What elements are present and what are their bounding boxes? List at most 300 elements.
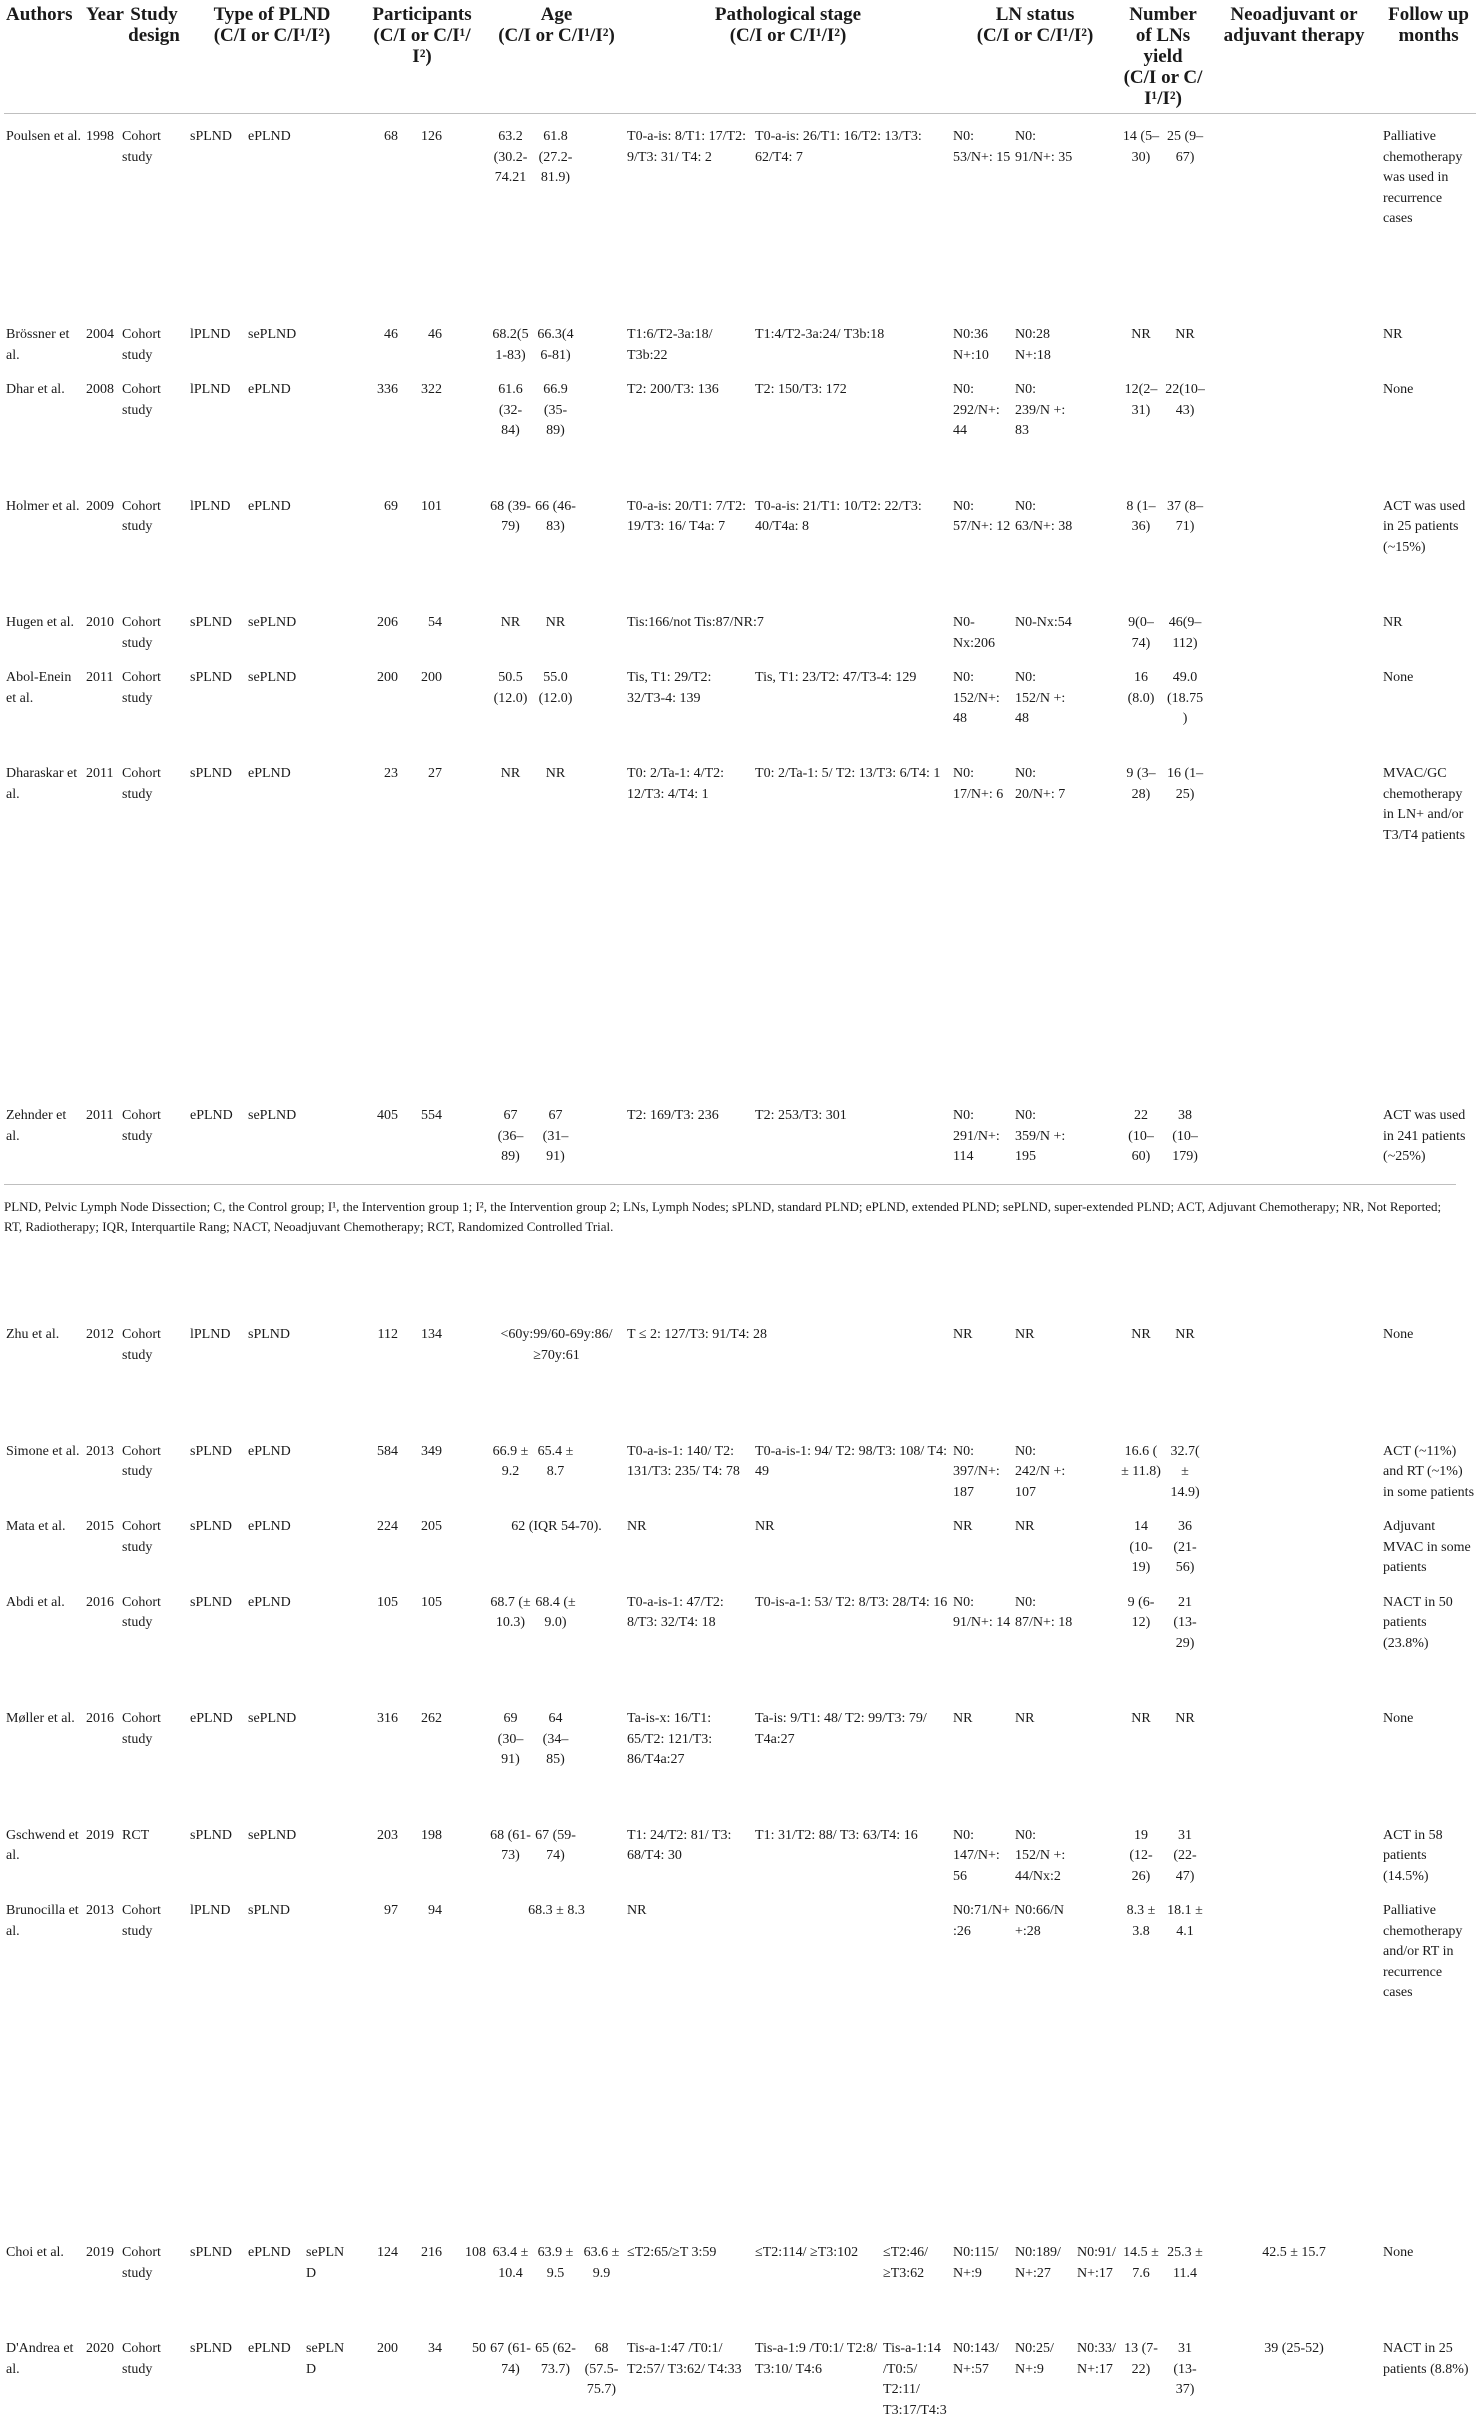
cell-yield-intervention-2: [1207, 313, 1381, 368]
cell-yield-control: 14 (10-19): [1119, 1505, 1163, 1581]
cell-yield-intervention-2: [1207, 1889, 1381, 2231]
cell-type-intervention-2: [304, 601, 356, 656]
table-footnote: PLND, Pelvic Lymph Node Dissection; C, the Control group; I¹, the Intervention group 1; I², the Intervention group 2; LNs, Lymph Nodes; sPLND, standard PLND; ePLND, extended PLND; sePLND, super-extended PLND; ACT, Adjuvant Chemotherapy; NR, Not Reported; RT, Radiotherapy; IQR, Interquartile Rang; NACT, Neoadjuvant Chemotherapy; RCT, Randomized Controlled Trial.: [4, 1184, 1456, 1237]
cell-yield-intervention-2: [1207, 1814, 1381, 1890]
cell-participants-intervention-1: 126: [400, 114, 444, 314]
cell-stage-intervention-1: Tis, T1: 23/T2: 47/T3-4: 129: [753, 656, 951, 752]
cell-ln-control: N0: 292/N+: 44: [951, 368, 1013, 485]
cell-year: 2015: [84, 1505, 120, 1581]
cell-yield-intervention-2: 42.5 ± 15.7: [1207, 2231, 1381, 2327]
cell-stage-intervention-2: Tis-a-1:14 /T0:5/ T2:11/ T3:17/T4:3: [881, 2327, 951, 2423]
table-body: [4, 114, 1476, 2423]
cell-therapy: NR: [1381, 601, 1476, 656]
cell-type-control: sPLND: [188, 656, 246, 752]
table-row: [4, 368, 1476, 485]
cell-authors: Poulsen et al.: [4, 114, 84, 314]
cell-age-intervention-2: [578, 752, 625, 1094]
cell-ln-intervention-1: N0: 359/N +: 195: [1013, 1094, 1075, 1313]
cell-therapy: NACT in 50 patients (23.8%): [1381, 1581, 1476, 1698]
cell-type-intervention-2: [304, 752, 356, 1094]
cell-ln-intervention-2: [1075, 114, 1119, 314]
cell-participants-control: 105: [356, 1581, 400, 1698]
cell-year: 2011: [84, 656, 120, 752]
cell-type-control: lPLND: [188, 313, 246, 368]
cell-participants-intervention-1: 205: [400, 1505, 444, 1581]
cell-ln-intervention-1: NR: [1013, 1505, 1075, 1581]
cell-year: 2012: [84, 1313, 120, 1430]
table-row: [4, 2231, 1476, 2327]
cell-type-control: sPLND: [188, 1581, 246, 1698]
cell-yield-intervention-2: [1207, 368, 1381, 485]
cell-age-control: 68.7 (± 10.3): [488, 1581, 533, 1698]
cell-participants-control: 206: [356, 601, 400, 656]
cell-yield-intervention-2: [1207, 1313, 1381, 1430]
cell-participants-control: 23: [356, 752, 400, 1094]
cell-age-intervention-1: 61.8 (27.2-81.9): [533, 114, 578, 314]
cell-type-intervention-1: ePLND: [246, 1505, 304, 1581]
cell-stage-intervention-1: T0-a-is: 21/T1: 10/T2: 22/T3: 40/T4a: 8: [753, 485, 951, 602]
cell-stage-intervention-1: T0: 2/Ta-1: 5/ T2: 13/T3: 6/T4: 1: [753, 752, 951, 1094]
cell-age-intervention-2: 63.6 ± 9.9: [578, 2231, 625, 2327]
cell-yield-control: 14.5 ± 7.6: [1119, 2231, 1163, 2327]
cell-participants-control: 124: [356, 2231, 400, 2327]
header-follow-up: Follow up months: [1381, 2, 1476, 114]
cell-participants-control: 112: [356, 1313, 400, 1430]
cell-stage-intervention-1: Tis-a-1:9 /T0:1/ T2:8/ T3:10/ T4:6: [753, 2327, 881, 2423]
cell-yield-control: 9 (3–28): [1119, 752, 1163, 1094]
cell-participants-intervention-2: [444, 1430, 488, 1506]
cell-age-control: NR: [488, 601, 533, 656]
cell-ln-control: N0:36 N+:10: [951, 313, 1013, 368]
cell-type-control: ePLND: [188, 1697, 246, 1814]
cell-participants-intervention-2: 50: [444, 2327, 488, 2423]
cell-ln-intervention-1: NR: [1013, 1697, 1075, 1814]
cell-yield-intervention-1: 49.0 (18.75): [1163, 656, 1207, 752]
cell-year: 2004: [84, 313, 120, 368]
cell-stage-intervention-2: ≤T2:46/ ≥T3:62: [881, 2231, 951, 2327]
cell-ln-control: N0: 152/N+: 48: [951, 656, 1013, 752]
cell-study-design: Cohort study: [120, 1430, 188, 1506]
cell-year: 2008: [84, 368, 120, 485]
cell-participants-intervention-2: [444, 1505, 488, 1581]
cell-stage-control: T0-a-is-1: 140/ T2: 131/T3: 235/ T4: 78: [625, 1430, 753, 1506]
cell-authors: Dharaskar et al.: [4, 752, 84, 1094]
cell-year: 2009: [84, 485, 120, 602]
cell-participants-intervention-1: 27: [400, 752, 444, 1094]
cell-authors: Abol-Enein et al.: [4, 656, 84, 752]
cell-age-control: 68 (39-79): [488, 485, 533, 602]
cell-type-control: sPLND: [188, 114, 246, 314]
cell-stage-intervention-1: T0-a-is: 26/T1: 16/T2: 13/T3: 62/T4: 7: [753, 114, 951, 314]
cell-participants-intervention-2: [444, 1313, 488, 1430]
cell-participants-control: 203: [356, 1814, 400, 1890]
cell-stage-control: T0-a-is: 8/T1: 17/T2: 9/T3: 31/ T4: 2: [625, 114, 753, 314]
cell-year: 2010: [84, 601, 120, 656]
cell-participants-intervention-1: 134: [400, 1313, 444, 1430]
cell-study-design: RCT: [120, 1814, 188, 1890]
cell-yield-intervention-1: 46(9–112): [1163, 601, 1207, 656]
cell-ln-control: N0: 57/N+: 12: [951, 485, 1013, 602]
cell-study-design: Cohort study: [120, 1581, 188, 1698]
cell-therapy: None: [1381, 2231, 1476, 2327]
cell-age-control: NR: [488, 752, 533, 1094]
cell-stage-intervention-1: T1: 31/T2: 88/ T3: 63/T4: 16: [753, 1814, 951, 1890]
header-study-design: Study design: [120, 2, 188, 114]
cell-age-intervention-2: [578, 656, 625, 752]
cell-type-control: sPLND: [188, 1505, 246, 1581]
cell-participants-intervention-2: [444, 752, 488, 1094]
cell-authors: Holmer et al.: [4, 485, 84, 602]
cell-study-design: Cohort study: [120, 752, 188, 1094]
cell-ln-intervention-2: [1075, 368, 1119, 485]
cell-participants-intervention-1: 554: [400, 1094, 444, 1313]
cell-stage-control: Ta-is-x: 16/T1: 65/T2: 121/T3: 86/T4a:27: [625, 1697, 753, 1814]
cell-type-intervention-1: sePLND: [246, 1814, 304, 1890]
cell-ln-control: N0: 397/N+: 187: [951, 1430, 1013, 1506]
cell-stage-control: T1: 24/T2: 81/ T3: 68/T4: 30: [625, 1814, 753, 1890]
cell-participants-control: 336: [356, 368, 400, 485]
cell-ln-intervention-1: N0: 20/N+: 7: [1013, 752, 1075, 1094]
cell-participants-intervention-1: 101: [400, 485, 444, 602]
cell-year: 2011: [84, 1094, 120, 1313]
cell-age-intervention-2: [578, 114, 625, 314]
cell-yield-control: NR: [1119, 1313, 1163, 1430]
cell-ln-intervention-2: [1075, 1814, 1119, 1890]
table-row: [4, 752, 1476, 1094]
cell-type-intervention-1: ePLND: [246, 368, 304, 485]
cell-participants-control: 405: [356, 1094, 400, 1313]
cell-type-intervention-1: sPLND: [246, 1313, 304, 1430]
cell-type-intervention-2: sePLND: [304, 2327, 356, 2423]
cell-stage-combined: Tis:166/not Tis:87/NR:7: [625, 601, 951, 656]
table-row: [4, 656, 1476, 752]
cell-stage-combined: NR: [625, 1889, 951, 2231]
cell-yield-intervention-1: 32.7( ± 14.9): [1163, 1430, 1207, 1506]
header-authors: Authors: [4, 2, 84, 114]
cell-therapy: Palliative chemotherapy and/or RT in recurrence cases: [1381, 1889, 1476, 2231]
cell-study-design: Cohort study: [120, 1505, 188, 1581]
cell-stage-combined: T ≤ 2: 127/T3: 91/T4: 28: [625, 1313, 951, 1430]
cell-age-intervention-1: 66.9 (35-89): [533, 368, 578, 485]
cell-ln-control: N0: 291/N+: 114: [951, 1094, 1013, 1313]
cell-ln-intervention-2: [1075, 1313, 1119, 1430]
cell-stage-intervention-1: T2: 150/T3: 172: [753, 368, 951, 485]
cell-stage-intervention-1: NR: [753, 1505, 951, 1581]
cell-ln-intervention-2: [1075, 313, 1119, 368]
cell-study-design: Cohort study: [120, 1313, 188, 1430]
cell-age-intervention-1: 67 (59-74): [533, 1814, 578, 1890]
table-row: [4, 1313, 1476, 1430]
cell-yield-control: 9 (6-12): [1119, 1581, 1163, 1698]
header-ln-status: LN status (C/I or C/I¹/I²): [951, 2, 1119, 114]
cell-age-intervention-1: 67 (31–91): [533, 1094, 578, 1313]
cell-stage-intervention-1: Ta-is: 9/T1: 48/ T2: 99/T3: 79/ T4a:27: [753, 1697, 951, 1814]
cell-yield-intervention-2: [1207, 1430, 1381, 1506]
cell-authors: Mata et al.: [4, 1505, 84, 1581]
cell-yield-intervention-1: NR: [1163, 1697, 1207, 1814]
cell-participants-control: 69: [356, 485, 400, 602]
cell-participants-intervention-2: [444, 313, 488, 368]
cell-yield-control: 16.6 ( ± 11.8): [1119, 1430, 1163, 1506]
cell-type-intervention-1: sePLND: [246, 1697, 304, 1814]
cell-authors: Abdi et al.: [4, 1581, 84, 1698]
cell-yield-control: 9(0–74): [1119, 601, 1163, 656]
cell-yield-intervention-2: [1207, 752, 1381, 1094]
table-row: [4, 1505, 1476, 1581]
cell-type-intervention-1: ePLND: [246, 2231, 304, 2327]
cell-age-intervention-1: 66 (46-83): [533, 485, 578, 602]
cell-participants-control: 97: [356, 1889, 400, 2231]
cell-yield-intervention-2: [1207, 601, 1381, 656]
cell-age-intervention-2: [578, 1581, 625, 1698]
cell-age-control: 63.2 (30.2-74.21: [488, 114, 533, 314]
cell-age-intervention-2: [578, 368, 625, 485]
cell-age-intervention-2: 68 (57.5-75.7): [578, 2327, 625, 2423]
cell-type-control: sPLND: [188, 1430, 246, 1506]
cell-ln-intervention-1: N0-Nx:54: [1013, 601, 1075, 656]
cell-ln-intervention-1: N0: 91/N+: 35: [1013, 114, 1075, 314]
table-row: [4, 601, 1476, 656]
cell-therapy: ACT in 58 patients (14.5%): [1381, 1814, 1476, 1890]
cell-age-intervention-2: [578, 1814, 625, 1890]
cell-participants-intervention-2: [444, 1697, 488, 1814]
cell-study-design: Cohort study: [120, 1697, 188, 1814]
cell-yield-control: 16 (8.0): [1119, 656, 1163, 752]
cell-participants-control: 46: [356, 313, 400, 368]
cell-age-control: 68.2(51-83): [488, 313, 533, 368]
cell-type-intervention-2: [304, 656, 356, 752]
cell-ln-control: N0:143/ N+:57: [951, 2327, 1013, 2423]
cell-type-intervention-1: ePLND: [246, 752, 304, 1094]
cell-authors: Zehnder et al.: [4, 1094, 84, 1313]
cell-participants-intervention-2: [444, 1814, 488, 1890]
cell-therapy: ACT was used in 25 patients (~15%): [1381, 485, 1476, 602]
cell-ln-intervention-2: [1075, 1581, 1119, 1698]
cell-yield-control: 19 (12-26): [1119, 1814, 1163, 1890]
table-row: [4, 1430, 1476, 1506]
cell-authors: Brunocilla et al.: [4, 1889, 84, 2231]
cell-year: 2011: [84, 752, 120, 1094]
cell-ln-intervention-1: N0: 152/N +: 48: [1013, 656, 1075, 752]
cell-type-control: lPLND: [188, 368, 246, 485]
cell-type-intervention-1: ePLND: [246, 1581, 304, 1698]
cell-therapy: Adjuvant MVAC in some patients: [1381, 1505, 1476, 1581]
table-row: [4, 313, 1476, 368]
cell-age-intervention-2: [578, 485, 625, 602]
cell-yield-control: NR: [1119, 313, 1163, 368]
cell-age-combined: <60y:99/60-69y:86/ ≥70y:61: [488, 1313, 625, 1430]
cell-type-intervention-1: ePLND: [246, 114, 304, 314]
cell-stage-control: T2: 169/T3: 236: [625, 1094, 753, 1313]
cell-ln-intervention-2: [1075, 1889, 1119, 2231]
cell-type-intervention-2: [304, 1430, 356, 1506]
table-row: [4, 485, 1476, 602]
cell-type-intervention-1: ePLND: [246, 2327, 304, 2423]
cell-age-intervention-1: 65 (62-73.7): [533, 2327, 578, 2423]
cell-authors: Simone et al.: [4, 1430, 84, 1506]
cell-yield-intervention-1: 38 (10–179): [1163, 1094, 1207, 1313]
cell-age-control: 69 (30–91): [488, 1697, 533, 1814]
cell-authors: D'Andrea et al.: [4, 2327, 84, 2423]
cell-yield-intervention-1: NR: [1163, 1313, 1207, 1430]
cell-yield-intervention-2: 39 (25-52): [1207, 2327, 1381, 2423]
cell-year: 2019: [84, 2231, 120, 2327]
cell-type-control: lPLND: [188, 485, 246, 602]
cell-yield-intervention-1: 16 (1–25): [1163, 752, 1207, 1094]
cell-age-intervention-1: NR: [533, 752, 578, 1094]
cell-age-control: 67 (36–89): [488, 1094, 533, 1313]
cell-stage-control: ≤T2:65/≥T 3:59: [625, 2231, 753, 2327]
cell-participants-intervention-1: 94: [400, 1889, 444, 2231]
cell-type-intervention-2: [304, 485, 356, 602]
cell-year: 2020: [84, 2327, 120, 2423]
cell-yield-control: 12(2–31): [1119, 368, 1163, 485]
cell-year: 1998: [84, 114, 120, 314]
cell-age-control: 67 (61-74): [488, 2327, 533, 2423]
cell-ln-intervention-2: [1075, 1430, 1119, 1506]
cell-authors: Brössner et al.: [4, 313, 84, 368]
table-row: [4, 114, 1476, 314]
cell-type-intervention-2: [304, 1313, 356, 1430]
cell-participants-intervention-2: [444, 601, 488, 656]
cell-participants-intervention-1: 34: [400, 2327, 444, 2423]
cell-participants-intervention-2: [444, 368, 488, 485]
cell-stage-control: NR: [625, 1505, 753, 1581]
cell-participants-intervention-1: 262: [400, 1697, 444, 1814]
cell-participants-control: 584: [356, 1430, 400, 1506]
cell-ln-intervention-2: [1075, 752, 1119, 1094]
cell-yield-intervention-1: 25 (9–67): [1163, 114, 1207, 314]
cell-age-intervention-2: [578, 313, 625, 368]
cell-yield-control: 22 (10–60): [1119, 1094, 1163, 1313]
cell-authors: Hugen et al.: [4, 601, 84, 656]
cell-type-control: lPLND: [188, 1889, 246, 2231]
table-row: [4, 1581, 1476, 1698]
cell-ln-control: NR: [951, 1505, 1013, 1581]
cell-age-intervention-1: 66.3(46-81): [533, 313, 578, 368]
cell-participants-intervention-1: 216: [400, 2231, 444, 2327]
cell-age-control: 66.9 ± 9.2: [488, 1430, 533, 1506]
cell-stage-intervention-1: T1:4/T2-3a:24/ T3b:18: [753, 313, 951, 368]
cell-ln-control: NR: [951, 1313, 1013, 1430]
header-therapy: Neoadjuvant or adjuvant therapy: [1207, 2, 1381, 114]
cell-type-intervention-1: sePLND: [246, 656, 304, 752]
cell-participants-intervention-1: 105: [400, 1581, 444, 1698]
cell-stage-intervention-1: ≤T2:114/ ≥T3:102: [753, 2231, 881, 2327]
cell-stage-control: T1:6/T2-3a:18/ T3b:22: [625, 313, 753, 368]
cell-type-control: ePLND: [188, 1094, 246, 1313]
cell-participants-control: 224: [356, 1505, 400, 1581]
header-participants: Participants (C/I or C/I¹/ I²): [356, 2, 488, 114]
cell-participants-intervention-2: [444, 1889, 488, 2231]
cell-yield-intervention-2: [1207, 1581, 1381, 1698]
cell-ln-intervention-2: [1075, 485, 1119, 602]
cell-stage-control: T0: 2/Ta-1: 4/T2: 12/T3: 4/T4: 1: [625, 752, 753, 1094]
cell-type-intervention-2: [304, 1814, 356, 1890]
cell-year: 2013: [84, 1430, 120, 1506]
cell-age-intervention-1: NR: [533, 601, 578, 656]
cell-age-intervention-2: [578, 1697, 625, 1814]
cell-age-intervention-1: 68.4 (± 9.0): [533, 1581, 578, 1698]
cell-yield-control: 8 (1–36): [1119, 485, 1163, 602]
cell-age-intervention-1: 63.9 ± 9.5: [533, 2231, 578, 2327]
cell-participants-intervention-1: 200: [400, 656, 444, 752]
cell-participants-intervention-1: 349: [400, 1430, 444, 1506]
cell-therapy: None: [1381, 1313, 1476, 1430]
cell-type-intervention-1: sePLND: [246, 601, 304, 656]
cell-study-design: Cohort study: [120, 114, 188, 314]
cell-year: 2019: [84, 1814, 120, 1890]
cell-year: 2013: [84, 1889, 120, 2231]
cell-study-design: Cohort study: [120, 368, 188, 485]
cell-type-intervention-1: sPLND: [246, 1889, 304, 2231]
cell-ln-intervention-2: [1075, 656, 1119, 752]
cell-yield-intervention-2: [1207, 1697, 1381, 1814]
cell-yield-control: 13 (7-22): [1119, 2327, 1163, 2423]
cell-yield-control: 8.3 ± 3.8: [1119, 1889, 1163, 2231]
cell-type-intervention-1: ePLND: [246, 1430, 304, 1506]
cell-therapy: ACT (~11%) and RT (~1%) in some patients: [1381, 1430, 1476, 1506]
cell-ln-control: N0:71/N+:26: [951, 1889, 1013, 2231]
cell-study-design: Cohort study: [120, 485, 188, 602]
cell-participants-control: 200: [356, 656, 400, 752]
cell-study-design: Cohort study: [120, 313, 188, 368]
cell-therapy: None: [1381, 656, 1476, 752]
cell-year: 2016: [84, 1581, 120, 1698]
cell-type-intervention-2: [304, 1697, 356, 1814]
table-row: [4, 1889, 1476, 2231]
table-row: [4, 2327, 1476, 2423]
cell-type-control: sPLND: [188, 601, 246, 656]
cell-year: 2016: [84, 1697, 120, 1814]
cell-ln-intervention-1: N0: 242/N +: 107: [1013, 1430, 1075, 1506]
cell-yield-intervention-1: NR: [1163, 313, 1207, 368]
header-row: [4, 2, 1476, 114]
cell-study-design: Cohort study: [120, 2231, 188, 2327]
cell-yield-intervention-1: 21 (13-29): [1163, 1581, 1207, 1698]
table-row: [4, 1814, 1476, 1890]
cell-stage-control: T0-a-is-1: 47/T2: 8/T3: 32/T4: 18: [625, 1581, 753, 1698]
cell-type-intervention-2: [304, 368, 356, 485]
cell-stage-control: T0-a-is: 20/T1: 7/T2: 19/T3: 16/ T4a: 7: [625, 485, 753, 602]
cell-ln-control: N0:115/ N+:9: [951, 2231, 1013, 2327]
cell-participants-control: 316: [356, 1697, 400, 1814]
cell-participants-intervention-1: 46: [400, 313, 444, 368]
cell-yield-control: NR: [1119, 1697, 1163, 1814]
cell-ln-intervention-1: N0: 239/N +: 83: [1013, 368, 1075, 485]
cell-authors: Dhar et al.: [4, 368, 84, 485]
cell-type-intervention-2: sePLND: [304, 2231, 356, 2327]
cell-age-control: 63.4 ± 10.4: [488, 2231, 533, 2327]
cell-participants-intervention-2: 108: [444, 2231, 488, 2327]
cell-type-intervention-2: [304, 1581, 356, 1698]
cell-therapy: None: [1381, 1697, 1476, 1814]
cell-stage-control: T2: 200/T3: 136: [625, 368, 753, 485]
header-ln-yield: Number of LNs yield (C/I or C/ I¹/I²): [1119, 2, 1207, 114]
cell-type-control: sPLND: [188, 2327, 246, 2423]
cell-yield-control: 14 (5–30): [1119, 114, 1163, 314]
cell-therapy: NACT in 25 patients (8.8%): [1381, 2327, 1476, 2423]
cell-ln-intervention-2: [1075, 601, 1119, 656]
cell-type-control: sPLND: [188, 1814, 246, 1890]
cell-yield-intervention-2: [1207, 656, 1381, 752]
cell-yield-intervention-2: [1207, 114, 1381, 314]
cell-yield-intervention-1: 22(10–43): [1163, 368, 1207, 485]
cell-age-intervention-2: [578, 1430, 625, 1506]
cell-ln-intervention-2: [1075, 1505, 1119, 1581]
cell-age-control: 50.5 (12.0): [488, 656, 533, 752]
cell-study-design: Cohort study: [120, 1889, 188, 2231]
